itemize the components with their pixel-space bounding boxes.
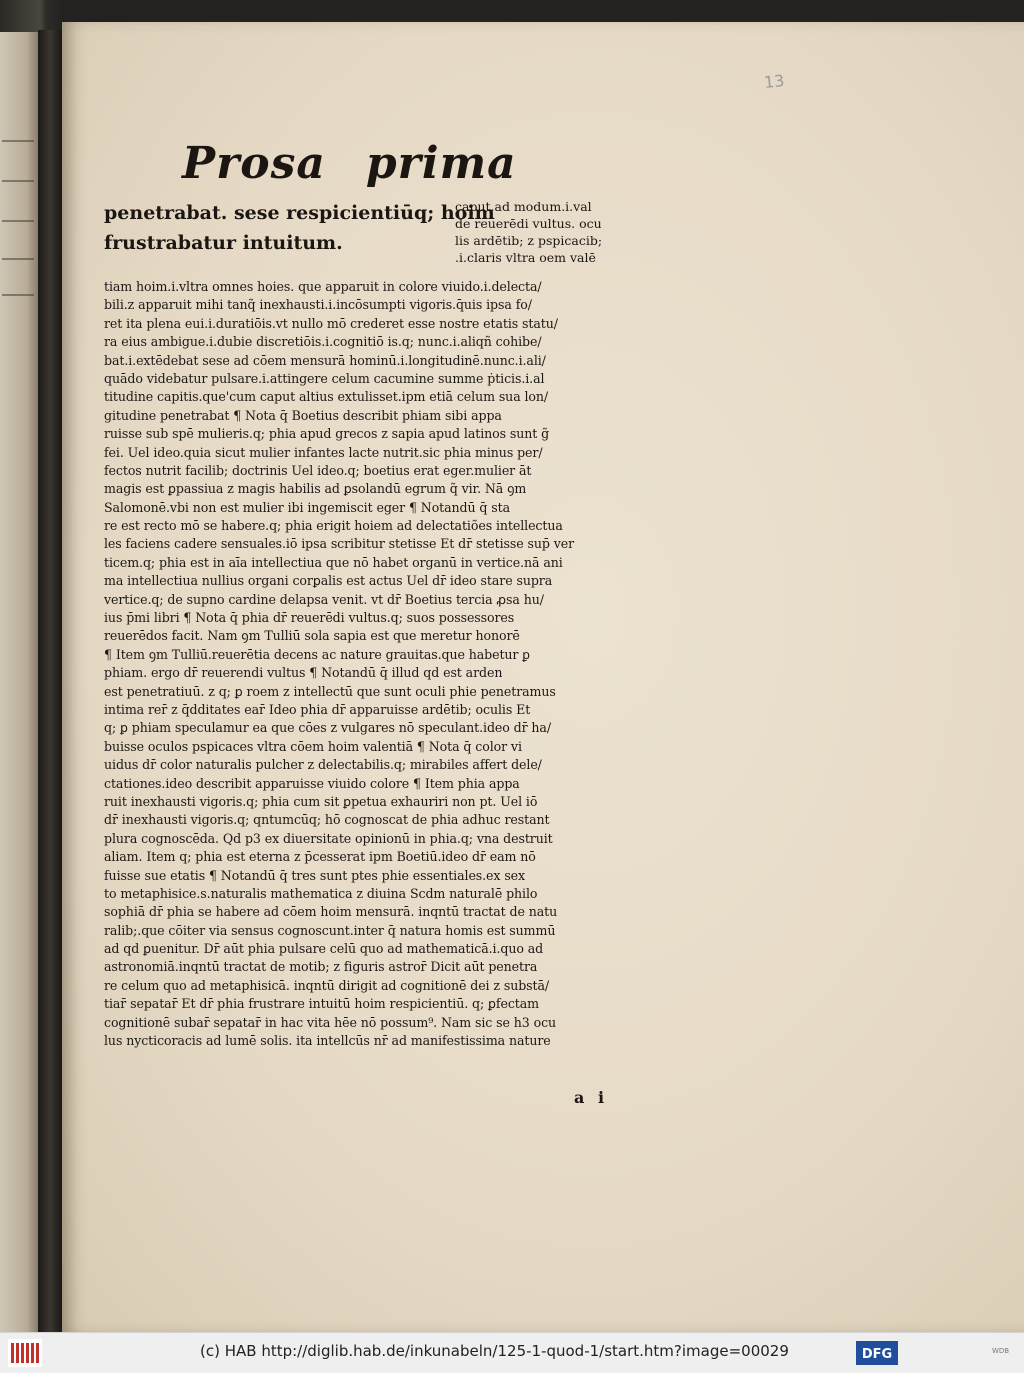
commentary-line: reuerēdos facit. Nam ꝯm Tulliū sola sapia est que meretur honorē [104, 628, 520, 644]
commentary-line: est penetratiuū. z q; ꝑ roem z intellectū que sunt oculi phie penetramus [104, 683, 556, 699]
commentary-line: fuisse sue etatis ¶ Notandū q̄ tres sunt ptes phie essentiales.ex sex [104, 867, 526, 883]
commentary-block [104, 278, 664, 1050]
commentary-line: phiam. ergo dr̄ reuerendi vultus ¶ Notandū q̄ illud qd est arden [104, 665, 503, 681]
gloss-line: caput.ad modum.i.val [455, 199, 592, 214]
commentary-line: lus nycticoracis ad lumē solis. ita intellcūs nr̄ ad manifestissima nature [104, 1033, 551, 1049]
commentary-line: dr̄ inexhausti vigoris.q; qntumcūq; hō cognoscat de phia adhuc restant [104, 812, 550, 828]
commentary-line: ret ita plena eui.i.duratiōis.vt nullo mō crederet esse nostre etatis statu/ [104, 315, 558, 331]
copyright-link[interactable]: (c) HAB http://diglib.hab.de/inkunabeln/125-1-quod-1/start.htm?image=00029 [200, 1342, 789, 1360]
commentary-line: bat.i.extēdebat sese ad cōem mensurā hominū.i.longitudinē.nunc.i.ali/ [104, 352, 546, 368]
commentary-line: ticem.q; phia est in aīa intellectiua que nō habet organū in vertice.nā ani [104, 554, 563, 570]
commentary-line: aliam. Item q; phia est eterna z p̄cesserat ipm Boetiū.ideo dr̄ eam nō [104, 849, 536, 865]
commentary-line: ma intellectiua nullius organi corꝑalis est actus Uel dr̄ ideo stare supra [104, 573, 553, 589]
commentary-line: ¶ Item ꝯm Tulliū.reuerētia decens ac nature grauitas.que habetur ꝑ [104, 646, 530, 662]
previous-page-edge [0, 32, 38, 1332]
commentary-line: sophiā dr̄ phia se habere ad cōem hoim mensurā. inqntū tractat de natu [104, 904, 558, 920]
gloss-line: de reuerēdi vultus. ocu [455, 216, 602, 231]
commentary-line: ruit inexhausti vigoris.q; phia cum sit ꝑpetua exhauriri non pt. Uel iō [104, 793, 538, 809]
commentary-line: gitudine penetrabat ¶ Nota q̄ Boetius describit phiam sibi appa [104, 407, 502, 423]
gloss-line: lis ardētib; z pspicacib; [455, 233, 603, 248]
commentary-line: magis est ꝑpassiua z magis habilis ad ꝑsolandū egrum q̃ vir. Nā ꝯm [104, 481, 527, 497]
commentary-line: bili.z apparuit mihi tanq̃ inexhausti.i.incōsumpti vigoris.q̄uis ipsa fo/ [104, 297, 532, 313]
commentary-line: uidus dr̄ color naturalis pulcher z delectabilis.q; mirabiles affert dele/ [104, 757, 542, 773]
lemma-text [104, 198, 495, 258]
commentary-line: ius p̄mi libri ¶ Nota q̄ phia dr̄ reuerēdi vultus.q; suos possessores [104, 610, 515, 626]
library-logo-icon [8, 1339, 42, 1367]
gloss-text [455, 198, 655, 266]
heading-word-1: Prosa [182, 138, 326, 189]
commentary-line: re est recto mō se habere.q; phia erigit hoiem ad delectatiões intellectua [104, 518, 563, 534]
lemma-line: penetrabat. sese respicientiūq; hoim [104, 202, 495, 224]
commentary-line: ralib;.que cōiter via sensus cognoscunt.inter q̄ natura homis est summū [104, 922, 556, 938]
signature-mark: a i [574, 1088, 609, 1107]
commentary-line: astronomiā.inqntū tractat de motib; z figuris astror̄ Dicit aūt penetra [104, 959, 538, 975]
commentary-line: ra eius ambigue.i.dubie discretiōis.i.cognitiō is.q; nunc.i.aliqñ cohibe/ [104, 334, 542, 350]
commentary-line: fei. Uel ideo.quia sicut mulier infantes lacte nutrit.sic phia minus per/ [104, 444, 543, 460]
commentary-line: les faciens cadere sensuales.iō ipsa scribitur stetisse Et dr̄ stetisse sup̄ ver [104, 536, 575, 552]
wdb-label: WDB [992, 1347, 1010, 1355]
lemma-line: frustrabatur intuitum. [104, 232, 343, 254]
commentary-line: vertice.q; de supno cardine delapsa venit. vt dr̄ Boetius tercia ꝓsa hu/ [104, 591, 544, 607]
commentary-line: ctationes.ideo describit apparuisse viuido colore ¶ Item phia appa [104, 775, 520, 791]
commentary-line: fectos nutrit facilib; doctrinis Uel ideo.q; boetius erat eger.mulier āt [104, 462, 532, 478]
commentary-line: q; ꝑ phiam speculamur ea que cōes z vulgares nō speculant.ideo dr̄ ha/ [104, 720, 551, 736]
commentary-line: ruisse sub spē mulieris.q; phia apud grecos z sapia apud latinos sunt g̃ [104, 426, 550, 442]
commentary-line: tiam hoim.i.vltra omnes hoies. que apparuit in colore viuido.i.delecta/ [104, 279, 542, 294]
viewer-footer [0, 1332, 1024, 1373]
commentary-line: buisse oculos pspicaces vltra cōem hoim valentiā ¶ Nota q̄ color vi [104, 738, 522, 754]
dfg-label: DFG [861, 1347, 893, 1362]
dfg-logo-icon[interactable] [856, 1341, 898, 1365]
commentary-line: plura cognoscēda. Qd p3 ex diuersitate opinionū in phia.q; vna destruit [104, 830, 553, 846]
page-heading [182, 138, 522, 198]
commentary-line: intima rer̄ z q̄dditates ear̄ Ideo phia dr̄ apparuisse ardētib; oculis Et [104, 701, 531, 717]
heading-word-2: prima [365, 138, 517, 189]
commentary-line: titudine capitis.que'cum caput altius extulisset.ipm etiā celum sua lon/ [104, 389, 549, 405]
commentary-line: re celum quo ad metaphisicā. inqntū dirigit ad cognitionē dei z substā/ [104, 977, 550, 993]
commentary-line: tiar̄ sepatar̄ Et dr̄ phia frustrare intuitū hoim respicientiū. q; ꝑfectam [104, 996, 540, 1012]
book-gutter [38, 30, 62, 1332]
commentary-line: ad qd ꝑuenitur. Dr̄ aūt phia pulsare celū quo ad mathematicā.i.quo ad [104, 941, 544, 957]
folio-number: 13 [763, 70, 786, 93]
commentary-line: cognitionē subar̄ sepatar̄ in hac vita hēe nō possum⁹. Nam sic se h3 ocu [104, 1014, 557, 1030]
gloss-line: .i.claris vltra oem valē [455, 250, 596, 265]
commentary-line: to metaphisice.s.naturalis mathematica z diuina Scdm naturalē philo [104, 885, 538, 901]
commentary-line: quādo videbatur pulsare.i.attingere celum cacumine summe ṗticis.i.al [104, 370, 545, 386]
commentary-line: Salomonē.vbi non est mulier ibi ingemiscit eger ¶ Notandū q̄ sta [104, 499, 511, 515]
